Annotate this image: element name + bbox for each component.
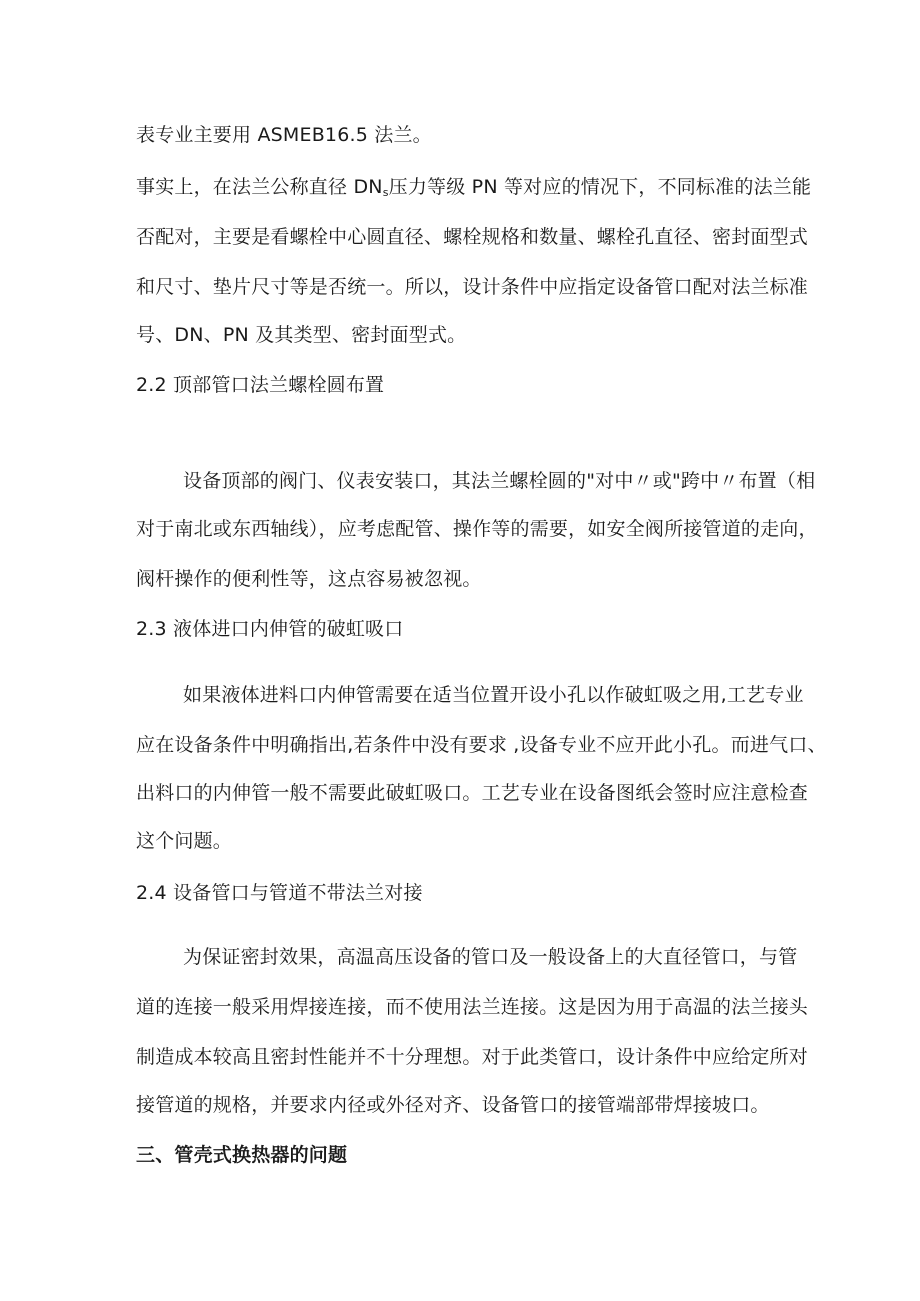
paragraph-line: 制造成本较高且密封性能并不十分理想。对于此类管口，设计条件中应给定所对: [136, 1046, 809, 1068]
paragraph-line: 设备顶部的阀门、仪表安装口，其法兰螺栓圆的"对中〃或"跨中〃布置（相: [183, 470, 816, 492]
paragraph-line: 号、DN、PN 及其类型、密封面型式。: [136, 324, 467, 346]
section-heading: 2.2 顶部管口法兰螺栓圆布置: [136, 374, 385, 396]
paragraph-line: 为保证密封效果，高温高压设备的管口及一般设备上的大直径管口，与管: [183, 946, 798, 968]
paragraph-line: 表专业主要用 ASMEB16.5 法兰。: [136, 124, 432, 146]
paragraph-line: 应在设备条件中明确指出,若条件中没有要求 ,设备专业不应开此小孔。而进气口、: [136, 734, 827, 756]
paragraph-line: 否配对，主要是看螺栓中心圆直径、螺栓规格和数量、螺栓孔直径、密封面型式: [136, 226, 809, 248]
paragraph-line: 对于南北或东西轴线），应考虑配管、操作等的需要，如安全阀所接管道的走向，: [136, 518, 818, 540]
subscript: s: [382, 186, 389, 199]
paragraph-line: 和尺寸、垫片尺寸等是否统一。所以，设计条件中应指定设备管口配对法兰标准: [136, 276, 809, 298]
paragraph-line: 出料口的内伸管一般不需要此破虹吸口。工艺专业在设备图纸会签时应注意检查: [136, 782, 809, 804]
text-span: 压力等级 PN 等对应的情况下，不同标准的法兰能: [388, 176, 812, 198]
text-span: 事实上，在法兰公称直径 DN: [136, 176, 383, 198]
paragraph-line: 这个问题。: [136, 830, 233, 852]
chapter-heading: 三、管壳式换热器的问题: [136, 1144, 348, 1166]
paragraph-line: [136, 174, 811, 206]
paragraph-line: 阀杆操作的便利性等，这点容易被忽视。: [136, 568, 482, 590]
section-heading: 2.3 液体进口内伸管的破虹吸口: [136, 618, 404, 640]
paragraph-line: 道的连接一般采用焊接连接，而不使用法兰连接。这是因为用于高温的法兰接头: [136, 996, 809, 1018]
paragraph-line: 如果液体进料口内伸管需要在适当位置开设小孔以作破虹吸之用,工艺专业: [183, 684, 804, 706]
paragraph-line: 接管道的规格，并要求内径或外径对齐、设备管口的接管端部带焊接坡口。: [136, 1094, 770, 1116]
section-heading: 2.4 设备管口与管道不带法兰对接: [136, 882, 423, 904]
